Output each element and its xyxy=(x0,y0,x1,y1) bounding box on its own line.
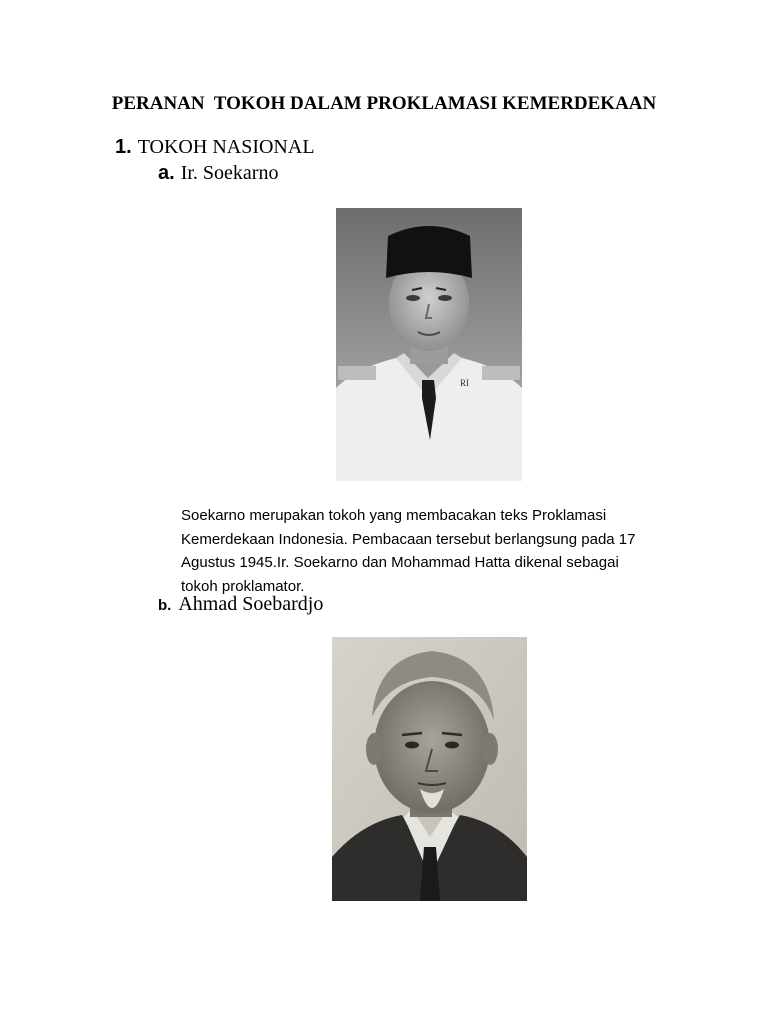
item-heading-a xyxy=(158,162,278,185)
section-number: 1. xyxy=(115,136,132,158)
soekarno-description xyxy=(181,504,681,598)
item-heading-b xyxy=(158,593,323,616)
item-name-b: Ahmad Soebardjo xyxy=(178,593,324,615)
document-title: PERANAN TOKOH DALAM PROKLAMASI KEMERDEKAAN xyxy=(111,93,657,114)
description-line: Agustus 1945.Ir. Soekarno dan Mohammad Hatta dikenal sebagai xyxy=(181,554,619,571)
item-letter-b: b. xyxy=(158,597,172,614)
soebardjo-photo xyxy=(332,637,527,901)
photo-badge: RI xyxy=(460,378,469,388)
section-heading xyxy=(115,136,315,159)
item-name-a: Ir. Soekarno xyxy=(180,162,279,184)
description-line: Kemerdekaan Indonesia. Pembacaan tersebut berlangsung pada 17 xyxy=(181,530,636,548)
item-letter-a: a. xyxy=(158,162,175,184)
section-label: TOKOH NASIONAL xyxy=(137,136,315,158)
description-line: tokoh proklamator. xyxy=(181,577,305,595)
description-line: Soekarno merupakan tokoh yang membacakan teks Proklamasi xyxy=(181,507,607,524)
soekarno-photo xyxy=(336,208,522,481)
